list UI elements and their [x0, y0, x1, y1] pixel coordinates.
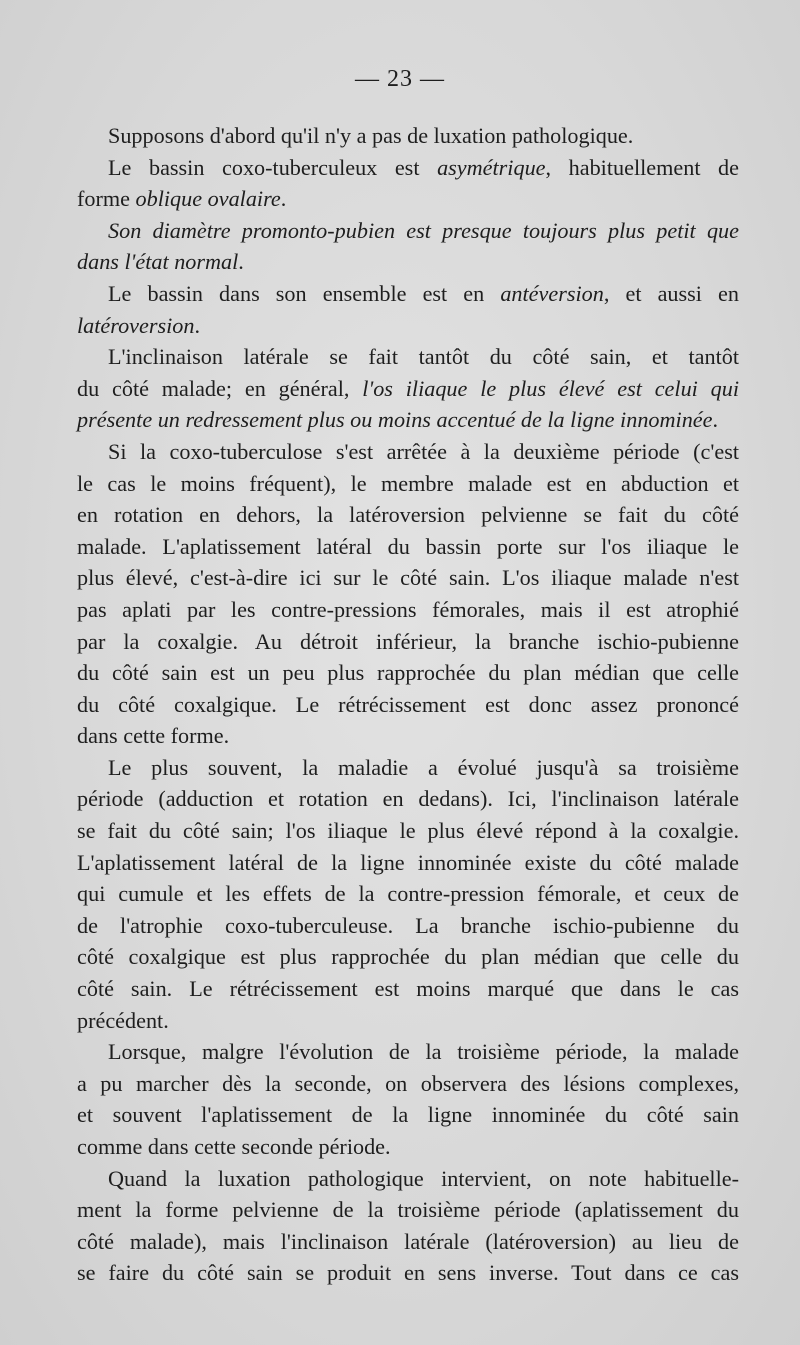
text-line	[77, 878, 739, 910]
text-segment: .	[238, 249, 244, 275]
text-line	[77, 310, 739, 342]
text-segment: se fait du côté sain; l'os iliaque le plus élevé répond à la coxalgie.	[77, 818, 739, 844]
text-segment: Si la coxo-tuberculose s'est arrêtée à la deuxième période (c'est	[108, 438, 739, 464]
text-line	[77, 626, 739, 658]
text-line	[77, 1257, 739, 1289]
text-line	[77, 341, 739, 373]
text-segment: le cas le moins fréquent), le membre malade est en abduction et	[77, 470, 739, 496]
text-line	[77, 278, 739, 310]
text-segment: comme dans cette seconde période.	[77, 1134, 391, 1159]
italic-segment: Son diamètre promonto-pubien est presque toujours plus petit que	[108, 217, 739, 243]
text-segment: ment la forme pelvienne de la troisième période (aplatissement du	[77, 1197, 739, 1223]
text-line	[77, 783, 739, 815]
text-line	[77, 404, 739, 436]
text-segment: , et aussi en	[603, 280, 739, 306]
text-segment: pas aplati par les contre-pressions fémorales, mais il est atrophié	[77, 596, 739, 622]
text-segment: Le bassin dans son ensemble est en	[108, 280, 501, 306]
text-segment: du côté sain est un peu plus rapprochée du plan médian que celle	[77, 660, 739, 686]
italic-segment: l'os iliaque le plus élevé est celui qui	[362, 375, 740, 401]
text-line	[77, 720, 739, 752]
text-segment: du côté malade; en général,	[77, 375, 363, 401]
paragraph	[77, 215, 739, 278]
paragraph	[77, 752, 739, 1036]
text-line	[77, 657, 739, 689]
paragraph	[77, 278, 739, 341]
text-segment: par la coxalgie. Au détroit inférieur, la branche ischio-pubienne	[77, 628, 739, 654]
text-segment: plus élevé, c'est-à-dire ici sur le côté sain. L'os iliaque malade n'est	[77, 565, 739, 591]
body-text	[77, 120, 739, 1289]
text-segment: .	[712, 407, 719, 433]
text-line	[77, 973, 739, 1005]
text-segment: .	[280, 186, 287, 212]
text-line	[77, 562, 739, 594]
paragraph	[77, 152, 739, 215]
text-segment: côté malade), mais l'inclinaison latérale (latéroversion) au lieu de	[77, 1228, 739, 1254]
text-line	[77, 594, 739, 626]
text-line	[77, 1036, 739, 1068]
italic-segment: dans l'état normal	[77, 249, 239, 275]
text-line	[77, 752, 739, 784]
text-line	[77, 1005, 739, 1037]
text-line	[77, 1068, 739, 1100]
text-segment: Quand la luxation pathologique intervient, on note habituelle-	[108, 1165, 739, 1191]
text-segment: a pu marcher dès la seconde, on observera des lésions complexes,	[77, 1070, 739, 1096]
italic-segment: latéroversion	[77, 312, 195, 338]
text-segment: période (adduction et rotation en dedans). Ici, l'inclinaison latérale	[77, 786, 739, 812]
text-segment: L'inclinaison latérale se fait tantôt du côté sain, et tantôt	[108, 344, 739, 370]
text-line	[77, 1194, 739, 1226]
text-segment: précédent.	[77, 1007, 169, 1033]
text-line	[77, 531, 739, 563]
text-segment: Supposons d'abord qu'il n'y a pas de luxation pathologique.	[108, 123, 634, 148]
text-line	[77, 152, 739, 184]
text-segment: côté coxalgique est plus rapprochée du plan médian que celle du	[77, 944, 739, 970]
page-number: — 23 —	[355, 66, 445, 92]
text-line	[77, 183, 739, 215]
text-segment: en rotation en dehors, la latéroversion pelvienne se fait du côté	[77, 502, 739, 528]
text-segment: du côté coxalgique. Le rétrécissement est donc assez prononcé	[77, 691, 739, 717]
text-segment: et souvent l'aplatissement de la ligne innominée du côté sain	[77, 1102, 739, 1128]
text-segment: , habituellement de	[545, 154, 739, 180]
italic-segment: oblique ovalaire	[135, 186, 281, 212]
text-line	[77, 941, 739, 973]
text-segment: Le bassin coxo-tuberculeux est	[108, 154, 438, 180]
text-line	[77, 120, 739, 152]
text-segment: Lorsque, malgre l'évolution de la troisième période, la malade	[108, 1039, 739, 1065]
paragraph	[77, 436, 739, 752]
text-line	[77, 1131, 739, 1163]
italic-segment: présente un redressement plus ou moins accentué de la ligne innominée	[77, 407, 713, 433]
italic-segment: antéversion	[500, 280, 604, 306]
text-line	[77, 499, 739, 531]
text-line	[77, 847, 739, 879]
paragraph	[77, 1163, 739, 1289]
text-line	[77, 815, 739, 847]
italic-segment: asymétrique	[437, 154, 546, 180]
text-segment: qui cumule et les effets de la contre-pression fémorale, et ceux de	[77, 881, 739, 907]
text-line	[77, 373, 739, 405]
text-segment: L'aplatissement latéral de la ligne innominée existe du côté malade	[77, 849, 739, 875]
text-line	[77, 246, 739, 278]
text-line	[77, 1099, 739, 1131]
text-segment: côté sain. Le rétrécissement est moins marqué que dans le cas	[77, 976, 739, 1002]
text-line	[77, 689, 739, 721]
text-segment: dans cette forme.	[77, 723, 230, 749]
text-line	[77, 1226, 739, 1258]
text-line	[77, 436, 739, 468]
text-segment: de l'atrophie coxo-tuberculeuse. La branche ischio-pubienne du	[77, 912, 739, 938]
text-segment: .	[194, 312, 201, 338]
text-line	[77, 468, 739, 500]
paragraph	[77, 341, 739, 436]
text-segment: Le plus souvent, la maladie a évolué jusqu'à sa troisième	[108, 754, 739, 780]
text-line	[77, 910, 739, 942]
text-line	[77, 1163, 739, 1195]
text-segment: malade. L'aplatissement latéral du bassin porte sur l'os iliaque le	[77, 533, 739, 559]
paragraph	[77, 1036, 739, 1162]
text-segment: se faire du côté sain se produit en sens inverse. Tout dans ce cas	[77, 1260, 739, 1286]
text-line	[77, 215, 739, 247]
paragraph	[77, 120, 739, 152]
text-segment: forme	[77, 186, 136, 212]
